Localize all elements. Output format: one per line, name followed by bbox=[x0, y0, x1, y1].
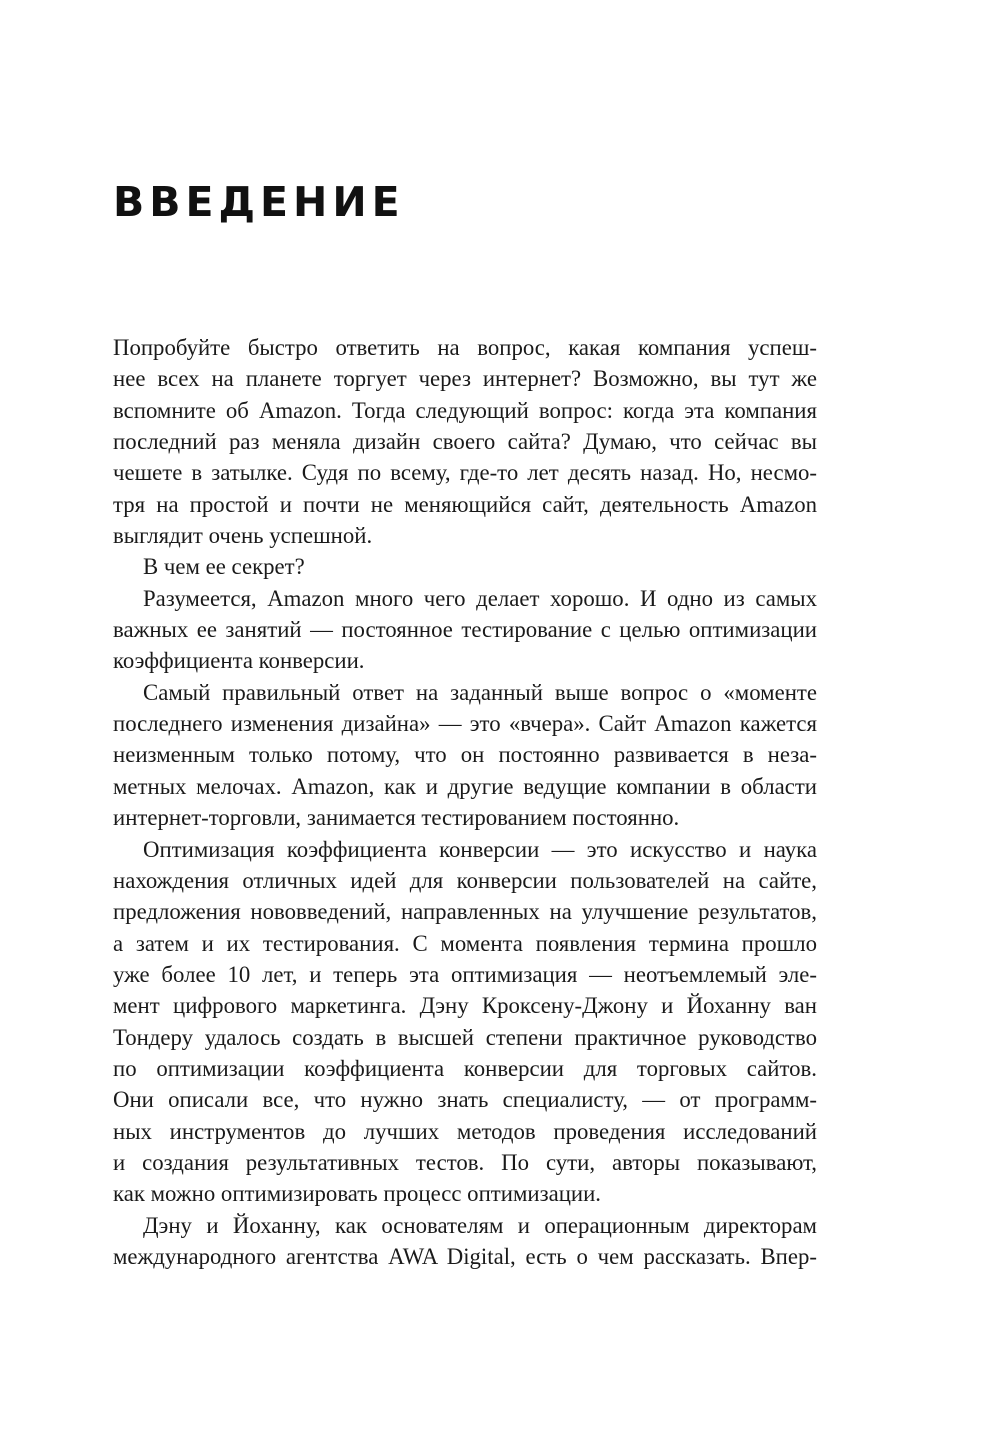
text-line: ных инструментов до лучших методов проведения исследований bbox=[113, 1118, 817, 1144]
text-line: неизменным только потому, что он постоянно развивается в неза- bbox=[113, 742, 817, 768]
text-line: предложения нововведений, направленных на улучшение результатов, bbox=[113, 899, 817, 925]
text-line: и создания результативных тестов. По сути, авторы показывают, bbox=[113, 1149, 817, 1175]
text-line: выглядит очень успешной. bbox=[113, 523, 373, 549]
chapter-title: ВВЕДЕНИЕ bbox=[113, 178, 405, 226]
text-line: Тондеру удалось создать в высшей степени практичное руководство bbox=[113, 1024, 817, 1050]
text-line: тря на простой и почти не меняющийся сайт, деятельность Amazon bbox=[113, 491, 817, 517]
text-line: В чем ее секрет? bbox=[143, 554, 305, 580]
text-line: по оптимизации коэффициента конверсии для торговых сайтов. bbox=[113, 1055, 817, 1081]
text-line: мент цифрового маркетинга. Дэну Кроксену-Джону и Йоханну ван bbox=[113, 993, 817, 1019]
body-text bbox=[113, 332, 817, 1272]
text-line: нахождения отличных идей для конверсии пользователей на сайте, bbox=[113, 867, 817, 893]
text-line: а затем и их тестирования. С момента появления термина прошло bbox=[113, 930, 817, 956]
text-line: последнего изменения дизайна» — это «вчера». Сайт Amazon кажется bbox=[113, 711, 817, 737]
text-line: Разумеется, Amazon много чего делает хорошо. И одно из самых bbox=[143, 585, 817, 611]
text-line: Оптимизация коэффициента конверсии — это искусство и наука bbox=[143, 836, 817, 862]
text-line: уже более 10 лет, и теперь эта оптимизация — неотъемлемый эле- bbox=[113, 961, 817, 987]
text-line: нее всех на планете торгует через интернет? Возможно, вы тут же bbox=[113, 366, 817, 392]
text-line: последний раз меняла дизайн своего сайта? Думаю, что сейчас вы bbox=[113, 429, 817, 455]
text-line: как можно оптимизировать процесс оптимизации. bbox=[113, 1181, 601, 1207]
text-line: Самый правильный ответ на заданный выше вопрос о «моменте bbox=[143, 679, 817, 705]
text-line: метных мелочах. Amazon, как и другие ведущие компании в области bbox=[113, 773, 817, 799]
text-line: Они описали все, что нужно знать специалисту, — от программ- bbox=[113, 1087, 817, 1113]
text-line: вспомните об Amazon. Тогда следующий вопрос: когда эта компания bbox=[113, 397, 817, 423]
text-line: интернет-торговли, занимается тестированием постоянно. bbox=[113, 805, 680, 831]
text-line: коэффициента конверсии. bbox=[113, 648, 365, 674]
text-line: Попробуйте быстро ответить на вопрос, какая компания успеш- bbox=[113, 335, 817, 360]
text-line: международного агентства AWA Digital, есть о чем рассказать. Впер- bbox=[113, 1243, 817, 1269]
text-line: чешете в затылке. Судя по всему, где-то лет десять назад. Но, несмо- bbox=[113, 460, 817, 486]
text-line: важных ее занятий — постоянное тестирование с целью оптимизации bbox=[113, 617, 817, 643]
text-line: Дэну и Йоханну, как основателям и операционным директорам bbox=[143, 1212, 817, 1238]
